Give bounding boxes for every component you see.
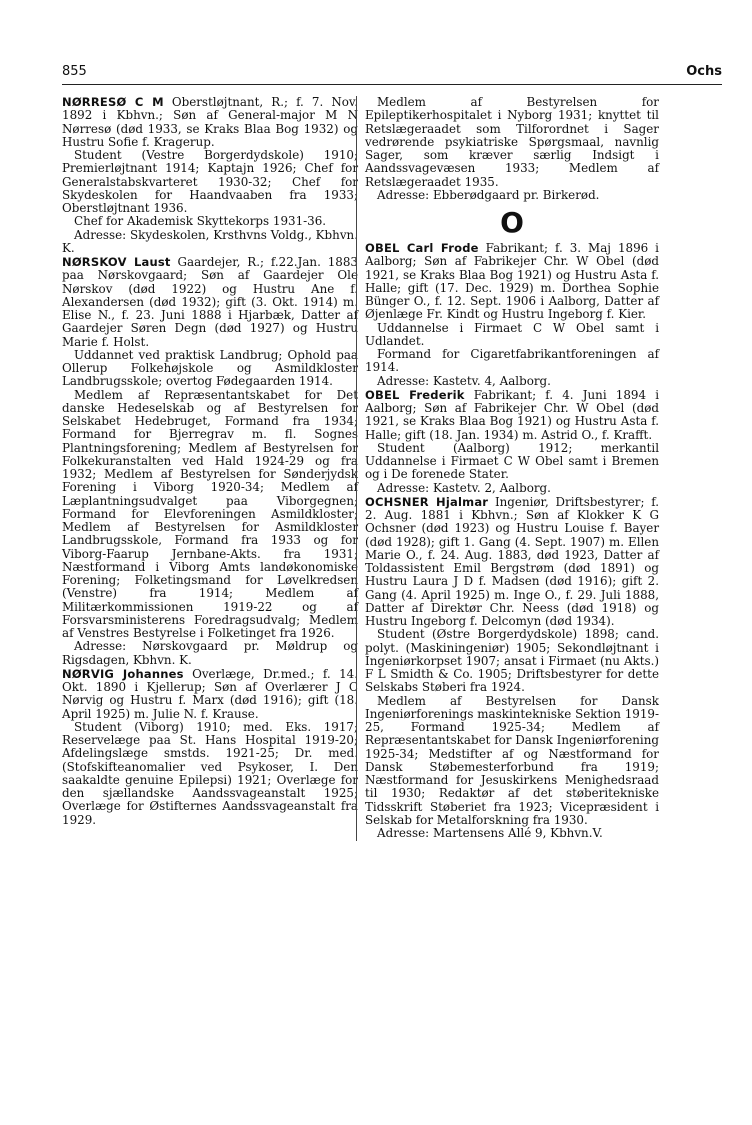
- entry-name: NØRSKOV Laust: [62, 255, 171, 269]
- entry-text: Student (Østre Borgerdydskole) 1898; cand. polyt. (Maskiningeniør) 1905; Sekondløjtnant i Ingeniørkorpset 1907; ansat i Firmaet (nu Akts.) F L Smidth & Co. 1905; Driftsbestyrer for dette Selskabs Støberi fra 1924.: [365, 627, 659, 695]
- entry-norvig: [62, 668, 358, 827]
- entry-name: NØRRESØ C M: [62, 95, 164, 109]
- entry-text: Medlem af Bestyrelsen for Epileptikerhospitalet i Nyborg 1931; knyttet til Retslægeraadet som Tilforordnet i Sager vedrørende psykiatriske Spørgsmaal, navnlig Sager, som kræver særlig Indsigt i Aandssvagevæsen 1933; Medlem af Retslægeraadet 1935.: [365, 95, 659, 189]
- entry-text: Medlem af Repræsentantskabet for Det danske Hedeselskab og af Bestyrelsen for Selskabet Hedebruget, Formand fra 1934; Formand for Bjerregrav m. fl. Sognes Plantningsforening; Medlem af Bestyrelsen for Folkekuranstalten ved Hald 1924-29 og fra 1932; Medlem af Bestyrelsen for Sønderjydsk Forening i Viborg 1920-34; Medlem af Læplantningsudvalget paa Viborgegnen; Formand for Elevforeningen Asmildkloster; Medlem af Bestyrelsen for Asmildkloster Landbrugsskole, Formand fra 1933 og for Viborg-Faarup Jernbane-Akts. fra 1931; Næstformand i Viborg Amts landøkonomiske Forening; Folketingsmand for Løvelkredsen (Venstre) fra 1914; Medlem af Militærkommissionen 1919-22 og af Forsvarsministerens Foredragsudvalg; Medlem af Venstres Bestyrelse i Folketinget fra 1926.: [62, 387, 358, 640]
- entry-text: Medlem af Bestyrelsen for Dansk Ingeniørforenings maskintekniske Sektion 1919-25, Formand 1925-34; Medlem af Repræsentantskabet for Dansk Ingeniørforening 1925-34; Medstifter af og Næstformand for Dansk Støbemesterforbund fra 1919; Næstformand for Jesuskirkens Menighedsraad til 1930; Redaktør af det støberitekniske Tidsskrift Støberiet fra 1923; Vicepræsident i Selskab for Metalforskning fra 1930.: [365, 693, 659, 827]
- entry-text: Student (Aalborg) 1912; merkantil Uddannelse i Firmaet C W Obel samt i Bremen og i De forenede Stater.: [365, 440, 659, 482]
- entry-norskov: [62, 256, 358, 667]
- entry-obel-frederik: [365, 389, 659, 495]
- entry-text: Gaardejer, R.; f.22.Jan. 1883 paa Nørskovgaard; Søn af Gaardejer Ole Nørskov (død 1922) og Hustru Ane f. Alexandersen (død 1932); gift (3. Okt. 1914) m. Elise N., f. 23. Juni 1888 i Hjarbæk, Datter af Gaardejer Søren Degn (død 1927) og Hustru Marie f. Holst.: [62, 255, 358, 349]
- entry-text: Ingeniør, Driftsbestyrer; f. 2. Aug. 1881 i Kbhvn.; Søn af Klokker K G Ochsner (død 1923) og Hustru Louise f. Bayer (død 1928); gift 1. Gang (4. Sept. 1907) m. Ellen Marie O., f. 24. Aug. 1883, død 1923, Datter af Toldassistent Emil Bergstrøm (død 1891) og Hustru Laura J D f. Madsen (død 1916); gift 2. Gang (4. April 1925) m. Inge O., f. 29. Juli 1888, Datter af Direktør Chr. Neess (død 1918) og Hustru Ingeborg f. Delcomyn (død 1934).: [365, 494, 659, 628]
- entry-ochsner-hjalmar: [365, 496, 659, 841]
- entry-address: Adresse: Kastetv. 2, Aalborg.: [377, 480, 551, 495]
- entry-name: OBEL Carl Frode: [365, 241, 479, 255]
- entry-text: Fabrikant; f. 3. Maj 1896 i Aalborg; Søn af Fabrikejer Chr. W Obel (død 1921, se Kraks Blaa Bog 1921) og Hustru Asta f. Halle; gift (17. Dec. 1929) m. Dorthea Sophie Bünger O., f. 12. Sept. 1906 i Aalborg, Datter af Øjenlæge Fr. Kindt og Hustru Ingeborg f. Kier.: [365, 241, 659, 322]
- entry-address: Adresse: Nørskovgaard pr. Møldrup og Rigsdagen, Kbhvn. K.: [62, 639, 358, 667]
- letter-heading: O: [500, 206, 524, 239]
- entry-text: Student (Viborg) 1910; med. Eks. 1917; Reservelæge paa St. Hans Hospital 1919-20; Afdelingslæge smstds. 1921-25; Dr. med. (Stofskifteanomalier ved Psykoser, I. Den saakaldte genuine Epilepsi) 1921; Overlæge for den sjællandske Aandssvageanstalt 1925; Overlæge for Østifternes Aandssvageanstalt fra 1929.: [62, 719, 358, 827]
- entry-text: Formand for Cigaretfabrikantforeningen af 1914.: [365, 347, 659, 375]
- entry-address: Adresse: Martensens Allé 9, Kbhvn.V.: [377, 826, 603, 840]
- right-column: [356, 96, 659, 841]
- entry-text: Oberstløjtnant, R.; f. 7. Nov. 1892 i Kbhvn.; Søn af General-major M N Nørresø (død 1933, se Kraks Blaa Bog 1932) og Hustru Sofie f. Kragerup.: [62, 95, 359, 149]
- entry-norreso: [62, 96, 358, 255]
- page-number: 855: [62, 64, 87, 79]
- entry-name: OCHSNER Hjalmar: [365, 494, 489, 509]
- entry-text: Uddannelse i Firmaet C W Obel samt i Udlandet.: [365, 320, 659, 348]
- entry-address: Adresse: Skydeskolen, Krsthvns Voldg., Kbhvn. K.: [62, 227, 358, 255]
- entry-text: Overlæge, Dr.med.; f. 14. Okt. 1890 i Kjellerup; Søn af Overlærer J C Nørvig og Hustru f. Marx (død 1916); gift (18. April 1925) m. Julie N. f. Krause.: [62, 666, 359, 721]
- entry-address: Adresse: Kastetv. 4, Aalborg.: [377, 373, 551, 388]
- left-column: [62, 96, 358, 828]
- page-header: [62, 64, 722, 85]
- entry-name: NØRVIG Johannes: [62, 666, 184, 681]
- entry-continuation: [365, 96, 659, 202]
- entry-text: Uddannet ved praktisk Landbrug; Ophold paa Ollerup Folkehøjskole og Asmildkloster Landbrugsskole; overtog Fødegaarden 1914.: [62, 347, 358, 389]
- entry-address: Adresse: Ebberødgaard pr. Birkerød.: [377, 187, 600, 202]
- entry-name: OBEL Frederik: [365, 387, 465, 402]
- entry-text: Fabrikant; f. 4. Juni 1894 i Aalborg; Søn af Fabrikejer Chr. W Obel (død 1921, se Kraks Blaa Bog 1921) og Hustru Asta f. Halle; gift (18. Jan. 1934) m. Astrid O., f. Krafft.: [365, 387, 660, 442]
- entry-obel-carl-frode: [365, 242, 659, 388]
- entry-text: Student (Vestre Borgerdydskole) 1910; Premierløjtnant 1914; Kaptajn 1926; Chef for Generalstabskvarteret 1930-32; Chef for Skydeskolen for Haandvaaben fra 1933; Oberstløjtnant 1936.: [62, 148, 358, 215]
- entry-text: Chef for Akademisk Skyttekorps 1931-36.: [74, 214, 327, 229]
- running-head: Ochs: [686, 64, 722, 79]
